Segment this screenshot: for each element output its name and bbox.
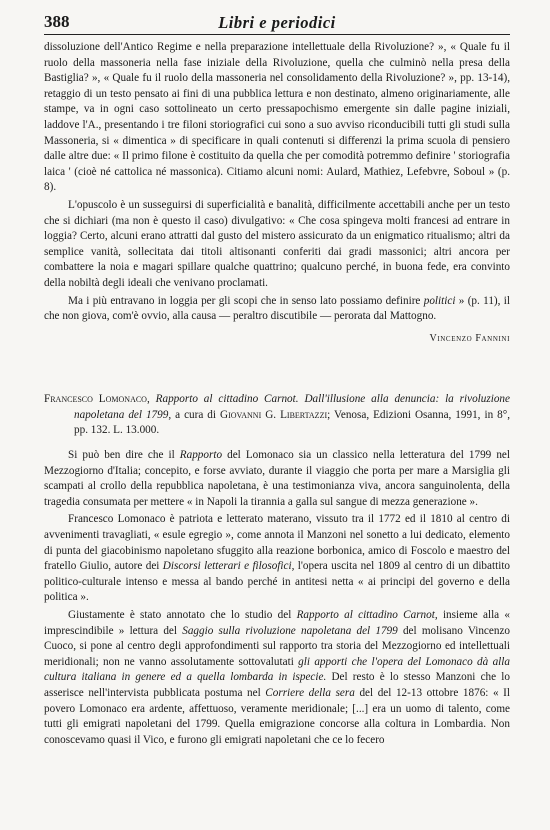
review1-paragraph-2: L'opuscolo è un susseguirsi di superficialità e banalità, difficilmente accettabili anche per un testo che si dichiari (ma non è questo il caso) divulgativo: « Che cosa spingeva molti francesi ad entrare in loggia? Certo, alcuni erano attratti dal gusto del mistero assicurato da un enigmatico ritualismo; altri da semplice vanità, sollecitata dai titoli altisonanti conferiti dai gradi massonici; altri ancora per combattere la noia e magari spillare qualche quattrino; qualcuno perché, in buona fede, era convinto della nobiltà degli ideali che venivano proclamati. — [44, 198, 510, 289]
citation-title: Rapporto al cittadino Carnot. Dall'illusione alla denuncia: la rivoluzione napoletana del 1799, — [74, 393, 510, 421]
review2-paragraph-3: Giustamente è stato annotato che lo studio del Rapporto al cittadino Carnot, insieme alla « imprescindibile » lettura del Saggio sulla rivoluzione napoletana del 1799 del molisano Vincenzo Cuoco, si pone al centro degli approfondimenti sul rapporto tra storia del Mezzogiorno ed intellettuali meridionali; non ne vanno assolutamente sottovalutati gli apporti che l'opera del Lomonaco dà alla cultura italiana in genere ed a quella lombarda in ispecie. Del resto è lo stesso Manzoni che lo asserisce nell'intervista pubblicata postuma nel Corriere della sera del del 12-13 ottobre 1876: « Il povero Lomonaco era ardente, affettuoso, veramente meridionale; [...] era un uomo di talento, come tutti gli emigrati napoletani del 1799. Quella emigrazione concorse alla coltura in Lombardia. Non conoscevamo quasi il Vico, e furono gli emigrati napoletani che ce lo fecero — [44, 609, 511, 746]
reviewer-signature: Vincenzo Fannini — [429, 332, 510, 344]
page-number: 388 — [44, 12, 70, 31]
header-rule — [44, 34, 510, 35]
review1-paragraph-3: Ma i più entravano in loggia per gli scopi che in senso lato possiamo definire politici » (p. 11), il che non giova, com'è ovvio, alla causa — peraltro discutibile — perorata dal Mattogno. — [44, 294, 511, 323]
body-text — [44, 40, 510, 748]
review1-paragraph-1: dissoluzione dell'Antico Regime e nella preparazione intellettuale della Rivoluzione? », « Quale fu il ruolo della massoneria nella fase iniziale della Rivoluzione, quella che culminò nella presa della Bastiglia? », « Quale fu il ruolo della massoneria nel consolidamento della Rivoluzione? », pp. 13-14), retaggio di un testo pensato ai fini di una pubblica lettura e non destinato, almeno originariamente, alle stampe, va in ogni caso sottolineato un certo pressapochismo emergente sin dalle pagine iniziali, laddove l'A., presentando i tre filoni storiografici cui sono a suo avviso riconducibili tutti gli studi sulla Massoneria, si « dimentica » di specificare in quali contenuti si differenzi la prima scuola di pensiero dalle altre due: « Il primo filone è costituito da quella che per comodità potremmo definire ' storiografia laica ' (cioè né cattolica né massonica). Citiamo alcuni nomi: Aulard, Mathiez, Lefebvre, Soboul » (p. 8). — [44, 41, 510, 194]
running-header — [44, 12, 510, 36]
citation-author: Francesco Lomonaco, — [44, 393, 150, 406]
citation-curator: Giovanni G. Libertazzi; — [219, 408, 331, 421]
journal-title: Libri e periodici — [218, 13, 336, 32]
review2-paragraph-2: Francesco Lomonaco è patriota e letterato materano, vissuto tra il 1772 ed il 1810 al centro di avvenimenti travagliati, « esule egregio », come annota il Manzoni nel sonetto a lui dedicato, elemento di punta del giacobinismo napoletano sfuggito alla reazione borbonica, amico di Foscolo e maestro del fratello Giulio, autore dei Discorsi letterari e filosofici, l'opera uscita nel 1809 al centro di un dibattito politico-culturale intenso e messa al bando perché in antitesi netta « ai principi del governo e della politica ». — [44, 513, 511, 604]
review2-paragraph-1: Si può ben dire che il Rapporto del Lomonaco sia un classico nella letteratura del 1799 nel Mezzogiorno d'Italia; concepito, e forse avviato, durante il viaggio che porta per mare a Marsiglia gli scampati al crollo della repubblica napoletana, è una testimonianza viva, ancora sanguinolenta, della tragedia consumata per mettere « in Napoli la tirannia a galla sul sangue di mezza generazione ». — [44, 449, 510, 508]
book-citation: Francesco Lomonaco, Rapporto al cittadino Carnot. Dall'illusione alla denuncia: la rivoluzione napoletana del 1799, a cura di Giovanni G. Libertazzi; Venosa, Edizioni Osanna, 1991, in 8°, pp. 132. L. 13.000. — [44, 393, 510, 437]
section-gap — [44, 346, 510, 392]
citation-details: Venosa, Edizioni Osanna, 1991, in 8°, pp. 132. L. 13.000. — [74, 408, 510, 437]
